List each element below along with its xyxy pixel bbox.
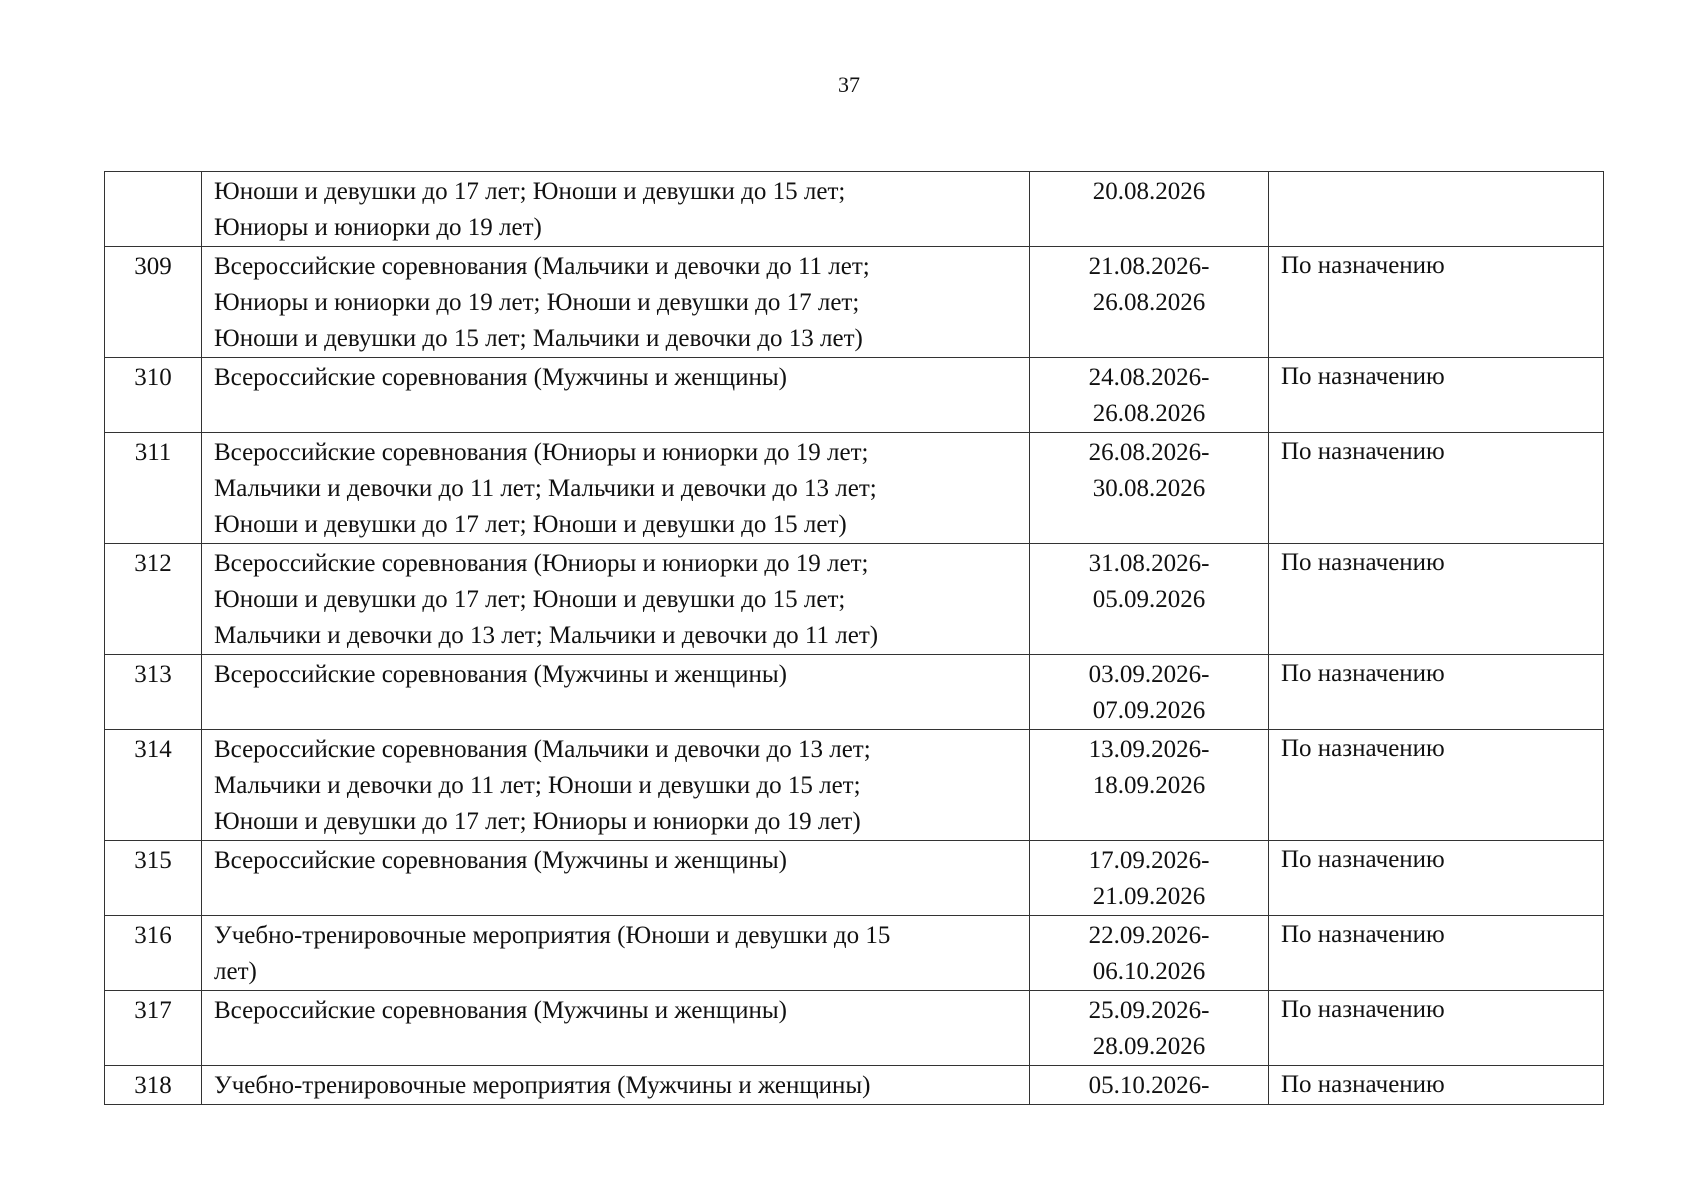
table-row (105, 916, 1604, 991)
event-name: Юноши и девушки до 17 лет; Юноши и девушки до 15 лет; Юниоры и юниорки до 19 лет) (202, 172, 1030, 247)
event-name: Учебно-тренировочные мероприятия (Мужчины и женщины) (202, 1066, 1030, 1105)
events-table (104, 171, 1604, 1105)
event-dates: 20.08.2026 (1030, 172, 1269, 247)
event-location: По назначению (1269, 544, 1604, 655)
table-row (105, 991, 1604, 1066)
event-dates: 26.08.2026- 30.08.2026 (1030, 433, 1269, 544)
event-dates: 31.08.2026- 05.09.2026 (1030, 544, 1269, 655)
event-name: Учебно-тренировочные мероприятия (Юноши и девушки до 15 лет) (202, 916, 1030, 991)
table-row (105, 841, 1604, 916)
event-name: Всероссийские соревнования (Юниоры и юниорки до 19 лет; Юноши и девушки до 17 лет; Юноши и девушки до 15 лет; Мальчики и девочки до 13 лет; Мальчики и девочки до 11 лет) (202, 544, 1030, 655)
table-row (105, 1066, 1604, 1105)
table-row (105, 544, 1604, 655)
event-name: Всероссийские соревнования (Юниоры и юниорки до 19 лет; Мальчики и девочки до 11 лет; Мальчики и девочки до 13 лет; Юноши и девушки до 17 лет; Юноши и девушки до 15 лет) (202, 433, 1030, 544)
event-location: По назначению (1269, 655, 1604, 730)
event-name: Всероссийские соревнования (Мужчины и женщины) (202, 991, 1030, 1066)
row-number: 318 (105, 1066, 202, 1105)
table-row (105, 358, 1604, 433)
table-row (105, 655, 1604, 730)
event-dates: 17.09.2026- 21.09.2026 (1030, 841, 1269, 916)
event-location (1269, 172, 1604, 247)
event-location: По назначению (1269, 841, 1604, 916)
row-number: 314 (105, 730, 202, 841)
row-number: 317 (105, 991, 202, 1066)
event-dates: 24.08.2026- 26.08.2026 (1030, 358, 1269, 433)
row-number: 310 (105, 358, 202, 433)
event-dates: 05.10.2026- (1030, 1066, 1269, 1105)
event-dates: 03.09.2026- 07.09.2026 (1030, 655, 1269, 730)
row-number: 311 (105, 433, 202, 544)
event-location: По назначению (1269, 730, 1604, 841)
event-name: Всероссийские соревнования (Мальчики и девочки до 11 лет; Юниоры и юниорки до 19 лет; Юноши и девушки до 17 лет; Юноши и девушки до 15 лет; Мальчики и девочки до 13 лет) (202, 247, 1030, 358)
row-number: 309 (105, 247, 202, 358)
table-row (105, 730, 1604, 841)
event-name: Всероссийские соревнования (Мужчины и женщины) (202, 841, 1030, 916)
row-number: 313 (105, 655, 202, 730)
event-location: По назначению (1269, 916, 1604, 991)
event-name: Всероссийские соревнования (Мальчики и девочки до 13 лет; Мальчики и девочки до 11 лет; Юноши и девушки до 15 лет; Юноши и девушки до 17 лет; Юниоры и юниорки до 19 лет) (202, 730, 1030, 841)
table-row (105, 247, 1604, 358)
event-dates: 25.09.2026- 28.09.2026 (1030, 991, 1269, 1066)
event-location: По назначению (1269, 433, 1604, 544)
event-name: Всероссийские соревнования (Мужчины и женщины) (202, 358, 1030, 433)
event-dates: 13.09.2026- 18.09.2026 (1030, 730, 1269, 841)
event-location: По назначению (1269, 247, 1604, 358)
table-row (105, 172, 1604, 247)
event-location: По назначению (1269, 1066, 1604, 1105)
event-dates: 22.09.2026- 06.10.2026 (1030, 916, 1269, 991)
row-number: 316 (105, 916, 202, 991)
event-location: По назначению (1269, 991, 1604, 1066)
event-dates: 21.08.2026- 26.08.2026 (1030, 247, 1269, 358)
row-number: 312 (105, 544, 202, 655)
page-number: 37 (838, 72, 860, 97)
event-location: По назначению (1269, 358, 1604, 433)
row-number: 315 (105, 841, 202, 916)
event-name: Всероссийские соревнования (Мужчины и женщины) (202, 655, 1030, 730)
row-number (105, 172, 202, 247)
table-row (105, 433, 1604, 544)
